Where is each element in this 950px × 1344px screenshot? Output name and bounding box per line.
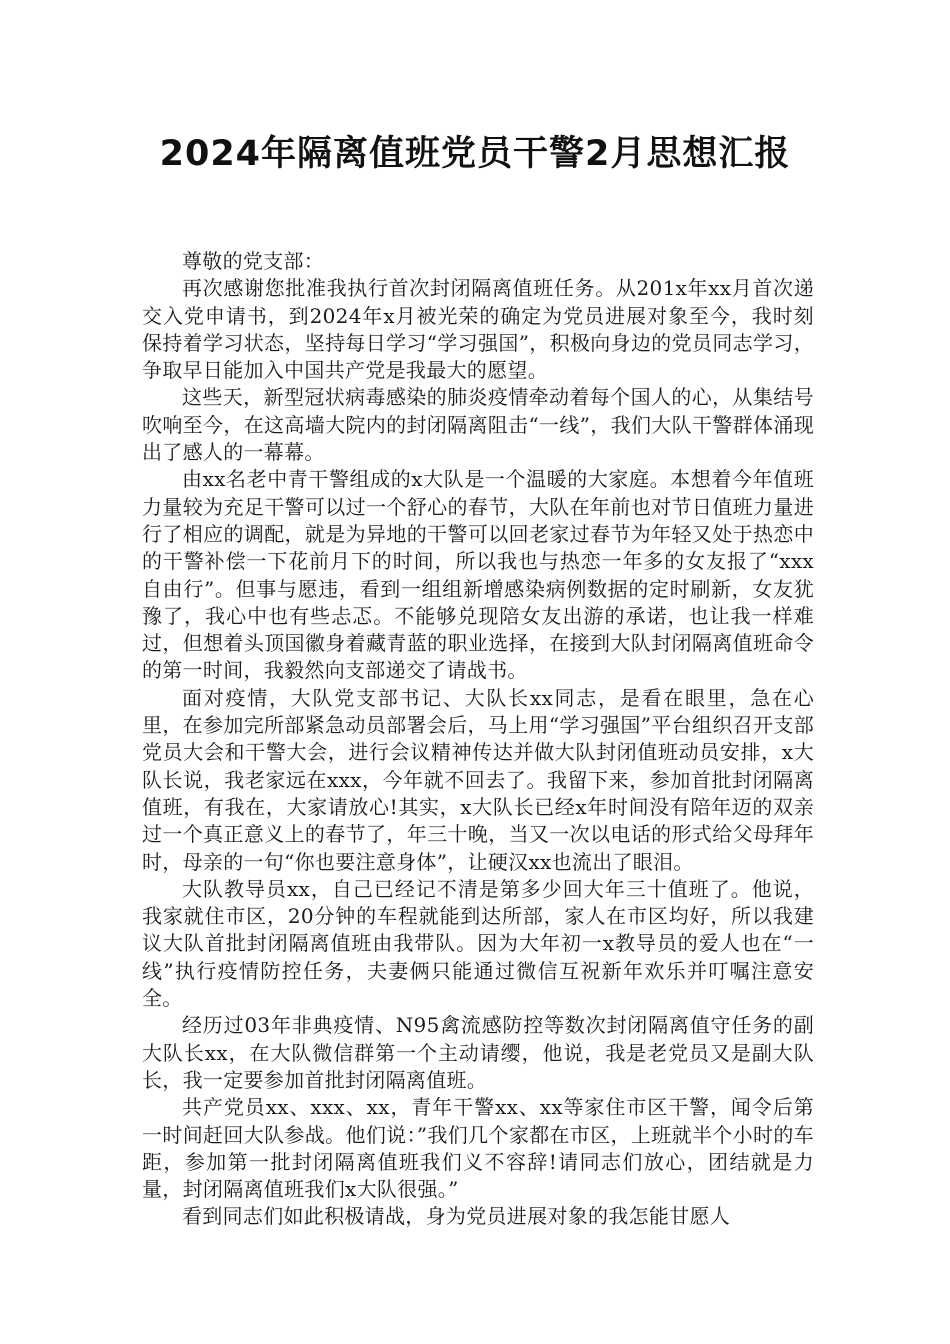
paragraph: 面对疫情，大队党支部书记、大队长xx同志，是看在眼里，急在心里，在参加完所部紧急动员部署会后，马上用“学习强国”平台组织召开支部党员大会和干警大会，进行会议精神传达并做大队封闭值班动员安排，x大队长说，我老家远在xxx，今年就不回去了。我留下来，参加首批封闭隔离值班，有我在，大家请放心!其实，x大队长已经x年时间没有陪年迈的双亲过一个真正意义上的春节了，年三十晚，当又一次以电话的形式给父母拜年时，母亲的一句“你也要注意身体”，让硬汉xx也流出了眼泪。 — [142, 685, 814, 874]
paragraph: 再次感谢您批准我执行首次封闭隔离值班任务。从201x年xx月首次递交入党申请书，到2024年x月被光荣的确定为党员进展对象至今，我时刻保持着学习状态，坚持每日学习“学习强国”，积极向身边的党员同志学习，争取早日能加入中国共产党是我最大的愿望。 — [142, 276, 814, 383]
paragraph: 看到同志们如此积极请战，身为党员进展对象的我怎能甘愿人 — [182, 1204, 731, 1229]
document-body — [142, 248, 814, 1231]
paragraph: 经历过03年非典疫情、N95禽流感防控等数次封闭隔离值守任务的副大队长xx，在大队微信群第一个主动请缨，他说，我是老党员又是副大队长，我一定要参加首批封闭隔离值班。 — [142, 1013, 814, 1092]
salutation: 尊敬的党支部： — [182, 249, 325, 273]
document-title: 2024年隔离值班党员干警2月思想汇报 — [159, 134, 791, 174]
paragraph: 由xx名老中青干警组成的x大队是一个温暖的大家庭。本想着今年值班力量较为充足干警可以过一个舒心的春节，大队在年前也对节日值班力量进行了相应的调配，就是为异地的干警可以回老家过春节为年轻又处于热恋中的干警补偿一下花前月下的时间，所以我也与热恋一年多的女友报了“xxx自由行”。但事与愿违，看到一组组新增感染病例数据的定时刷新，女友犹豫了，我心中也有些忐忑。不能够兑现陪女友出游的承诺，也让我一样难过，但想着头顶国徽身着藏青蓝的职业选择，在接到大队封闭隔离值班命令的第一时间，我毅然向支部递交了请战书。 — [142, 467, 814, 683]
paragraph: 大队教导员xx，自己已经记不清是第多少回大年三十值班了。他说，我家就住市区，20分钟的车程就能到达所部，家人在市区均好，所以我建议大队首批封闭隔离值班由我带队。因为大年初一x教导员的爱人也在“一线”执行疫情防控任务，夫妻俩只能通过微信互祝新年欢乐并叮嘱注意安全。 — [142, 876, 814, 1011]
paragraph: 共产党员xx、xxx、xx，青年干警xx、xx等家住市区干警，闻令后第一时间赶回大队参战。他们说：”我们几个家都在市区，上班就半个小时的车距，参加第一批封闭隔离值班我们义不容辞!请同志们放心，团结就是力量，封闭隔离值班我们x大队很强。” — [142, 1095, 814, 1202]
paragraph: 这些天，新型冠状病毒感染的肺炎疫情牵动着每个国人的心，从集结号吹响至今，在这高墙大院内的封闭隔离阻击“一线”，我们大队干警群体涌现出了感人的一幕幕。 — [142, 385, 814, 465]
